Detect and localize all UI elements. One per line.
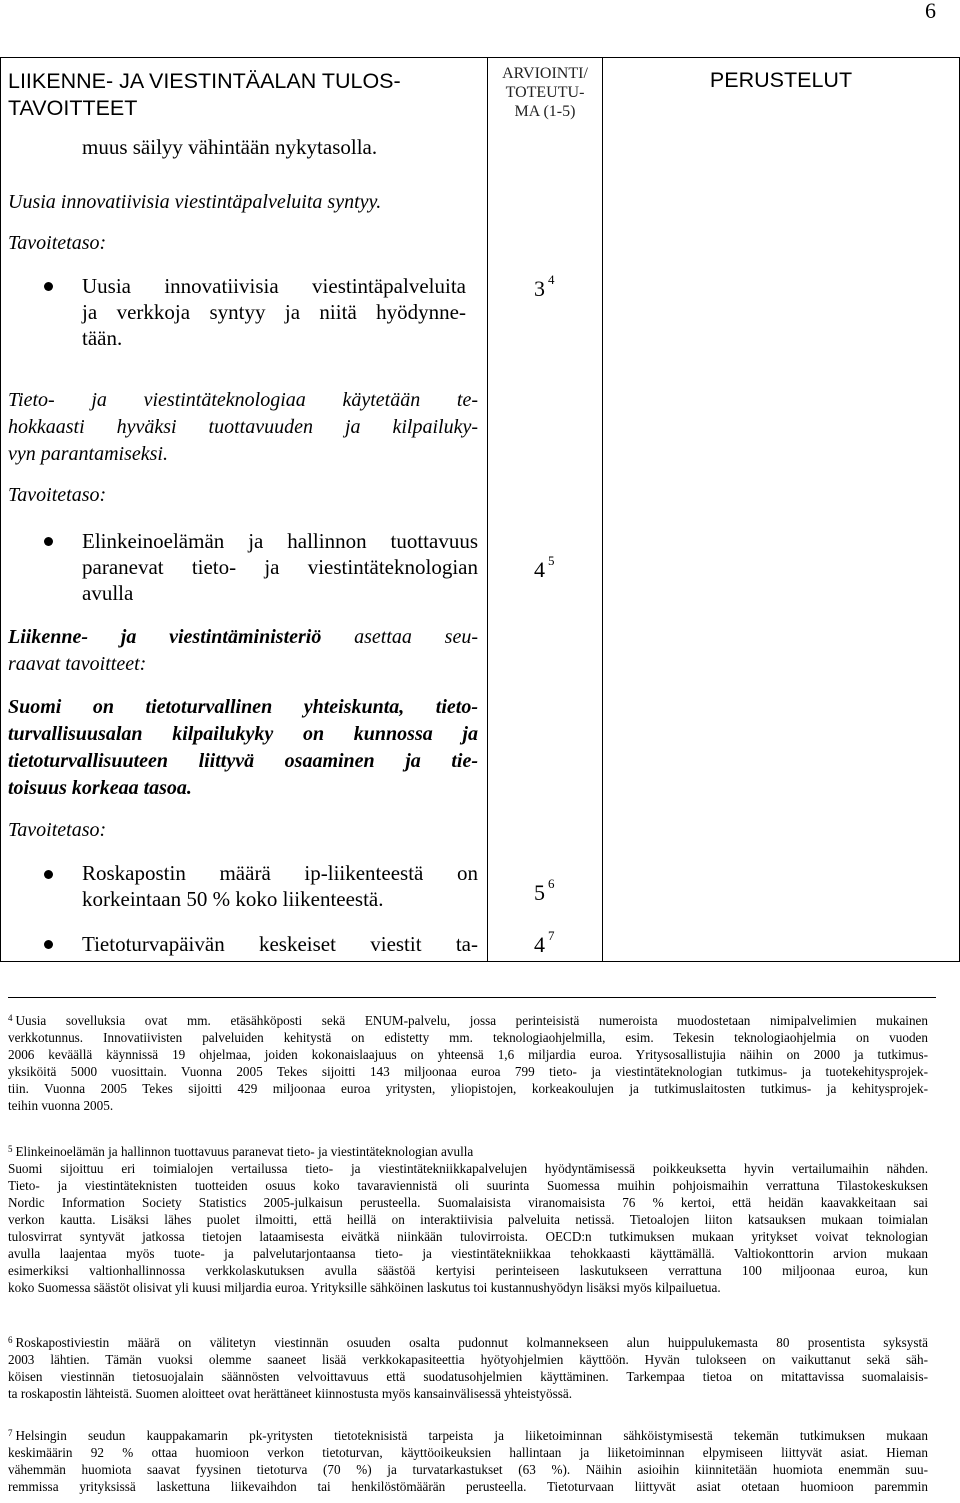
bullet-icon	[44, 537, 53, 546]
ministry-statement: Liikenne- ja viestintäministeriö asettaa seu- raavat tavoitteet:	[8, 626, 478, 675]
bullet-icon	[44, 282, 53, 291]
footnote-5: $^5$ Elinkeinoelämän ja hallinnon tuottavuus paranevat tieto- ja viestintäteknologian avulla Suomi sijoittuu eri toimialojen vertailussa tieto- ja viestintätekniikkapalvelujen hyödyntämisessä poikkeuksetta hyvin vertailumaihin nähden. Tieto- ja viestintäteknisten tuotteiden osuus koko tavaraviennistä oli suurinta Suomessa muihin pohjoismaihin verrattuna Tilastokeskuksen Nordic Information Society Statistics 2005-julkaisun perusteella. Suomalaisista viranomaisista 76 % kertoi, että heidän kaavakkeitaan sai verkon kautta. Lisäksi lähes puolet ilmoitti, että heillä on interaktiivisia palveluita netissä. Tietoalojen liiton katsauksen mukaan toimialan tulosvirrat syntyvät jatkossa tietojen lataamisesta eivätkä niinkään tulovirroista. OECD:n tutkimuksen mukaan yritykset voivat teknologian avulla laajentaa myös tuote- ja palvelutarjontaansa tieto- ja viestintätekniikkaa tehokkaasti käyttämällä. Valtiokonttorin arvion mukaan esimerkiksi valtionhallinnossa verkkolaskutuksen avulla säästöä kertyisi perinteiseen laskutukseen verrattuna 100 miljoonaa euroa, kun koko Suomessa säästöt olisivat yli kuusi miljardia euroa. Yrityksille sähköinen laskutus toi kustannushyödyn lisäksi myös kilpailuetua.	[8, 1144, 928, 1295]
footnote-ref: 6	[548, 876, 555, 891]
goal-heading-security: Suomi on tietoturvallinen yhteiskunta, tieto- turvallisuusalan kilpailukyky on kunnossa ja tietoturvallisuuteen liittyvä osaaminen ja tie- toisuus korkeaa tasoa.	[8, 696, 478, 799]
bullet-innovation: Uusia innovatiivisia viestintäpalveluita ja verkkoja syntyy ja niitä hyödynne- tään.	[82, 274, 466, 350]
footnote-ref: 5	[548, 553, 555, 568]
footnote-4: $^4$ Uusia sovelluksia ovat mm. etäsähköposti sekä ENUM-palvelu, jossa perinteisistä numeroista muodostetaan nimipalvelimien mukainen verkkotunnus. Innovatiivisten palveluiden kehitystä on edistetty mm. teknologiaohjelmilla, esim. Tekesin teknologiaohjelmia on vuoden 2006 keväällä käynnissä 19 ohjelmaa, joiden kokonaislaajuus on yhteensä 1,6 miljardia euroa. Yritysosallistujia näihin on 2000 ja tutkimus- yksiköitä 5000 vuosittain. Vuonna 2005 Tekes sijoitti 143 miljoonaa euroa 799 tieto- ja viestintäteknologian tutkimus- ja tuotekehitysprojek- tiin. Vuonna 2005 Tekes sijoitti 429 miljoonaa euroa yritysten, yliopistojen, korkeakoulujen ja tutkimuslaitosten tutkimus- ja kehitysprojek- teihin vuonna 2005.	[8, 1013, 928, 1113]
bullet-security-day: Tietoturvapäivän keskeiset viestit ta-	[82, 932, 478, 956]
column-header-rating: ARVIOINTI/ TOTEUTU- MA (1-5)	[502, 65, 588, 120]
bullet-spam: Roskapostin määrä ip-liikenteestä on korkeintaan 50 % koko liikenteestä.	[82, 861, 478, 911]
continuation-text: muus säilyy vähintään nykytasolla.	[82, 135, 378, 159]
footnote-6: $^6$ Roskapostiviestin määrä on välitetyn viestinnän osuuden osalta pudonnut kolmannekseen alun huippulukemasta 80 prosentista syksystä 2003 lähtien. Tämän vuoksi olemme saaneet lisää verkkokapasiteettia hyötyohjelmien käyttöön. Hyvän tulokseen on vaikuttanut sekä säh- köisen viestinnän tietosuojalain säännösten velvoittavuus että suodatusohjelmien käyttäminen. Tarkempaa tietoa on mitattavissa suomalaisis- ta roskapostin lähteistä. Suomen aloitteet ovat herättäneet kiinnostusta myös kansainvälisessä yhteistyössä.	[8, 1335, 928, 1401]
footnote-separator	[8, 997, 936, 998]
target-label: Tavoitetaso:	[8, 232, 107, 254]
column-header-goals: LIIKENNE- JA VIESTINTÄALAN TULOS- TAVOITTEET	[8, 69, 401, 120]
goal-heading-ict: Tieto- ja viestintäteknologiaa käytetään te- hokkaasti hyväksi tuottavuuden ja kilpailuky- vyn parantamiseksi.	[8, 389, 478, 465]
target-label: Tavoitetaso:	[8, 819, 107, 841]
rating-innovation: 3 $^4$	[534, 272, 555, 301]
column-header-rationale: PERUSTELUT	[709, 68, 853, 92]
bullet-icon	[44, 940, 53, 949]
goal-heading-innovation: Uusia innovatiivisia viestintäpalveluita syntyy.	[8, 191, 382, 213]
footnote-ref: 7	[548, 928, 555, 943]
footnote-ref: 4	[548, 272, 555, 287]
rating-security-day: 4 $^7$	[534, 928, 555, 957]
rating-spam: 5 $^6$	[534, 876, 555, 905]
page-number: 6	[925, 0, 936, 23]
rating-productivity: 4 $^5$	[534, 553, 555, 582]
footnote-7: $^7$ Helsingin seudun kauppakamarin pk-yritysten tietoteknisistä tarpeista ja liiketoiminnan sähköistymisestä tekemän tutkimuksen mukaan keskimäärin 92 % ottaa huomioon verkon tietoturvan, käyttöoikeuksien hallintaan ja liiketoiminnan elpymiseen liittyvät asiat. Hieman vähemmän huomiota saavat fyysinen tietoturva (70 %) ja turvatarkastukset (63 %). Näihin asioihin kiinnitetään huomiota enemmän suu- remmissa yrityksissä laskettuna liikevaihdon tai henkilöstömäärän perusteella. Tietoturvaan liittyvät asiat otetaan huomioon paremmin	[8, 1428, 928, 1494]
target-label: Tavoitetaso:	[8, 484, 107, 506]
bullet-productivity: Elinkeinoelämän ja hallinnon tuottavuus paranevat tieto- ja viestintäteknologian avulla	[82, 529, 478, 605]
ministry-name: Liikenne- ja viestintäministeriö	[8, 626, 322, 648]
bullet-icon	[44, 870, 53, 879]
